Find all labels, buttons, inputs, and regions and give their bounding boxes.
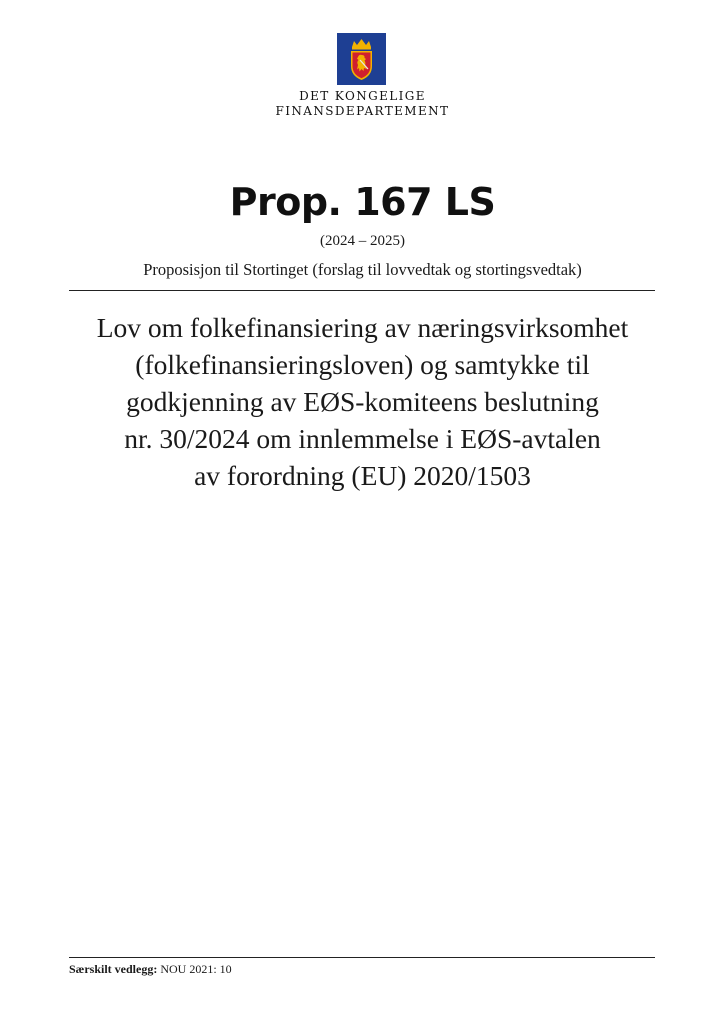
document-subtitle: Proposisjon til Stortinget (forslag til lovvedtak og stortingsvedtak) [143,260,582,279]
attachment-label: Særskilt vedlegg: [69,962,158,976]
title-line: godkjenning av EØS-komiteens beslutning [126,386,599,417]
session-years: (2024 – 2025) [320,233,405,249]
attachment-value: NOU 2021: 10 [160,962,232,976]
title-line: (folkefinansieringsloven) og samtykke til [135,349,590,380]
title-line: av forordning (EU) 2020/1503 [194,460,531,491]
ministry-name-line1: DET KONGELIGE [299,89,426,103]
footer-attachment-note [69,961,232,977]
title-line: nr. 30/2024 om innlemmelse i EØS-avtalen [124,423,601,454]
title-line: Lov om folkefinansiering av næringsvirksomhet [96,312,629,343]
document-title [40,309,685,494]
norwegian-coat-of-arms-icon [337,33,386,85]
proposition-number: Prop. 167 LS [229,180,496,224]
top-divider [69,290,655,291]
ministry-name-line2: FINANSDEPARTEMENT [275,104,450,118]
bottom-divider [69,957,655,958]
